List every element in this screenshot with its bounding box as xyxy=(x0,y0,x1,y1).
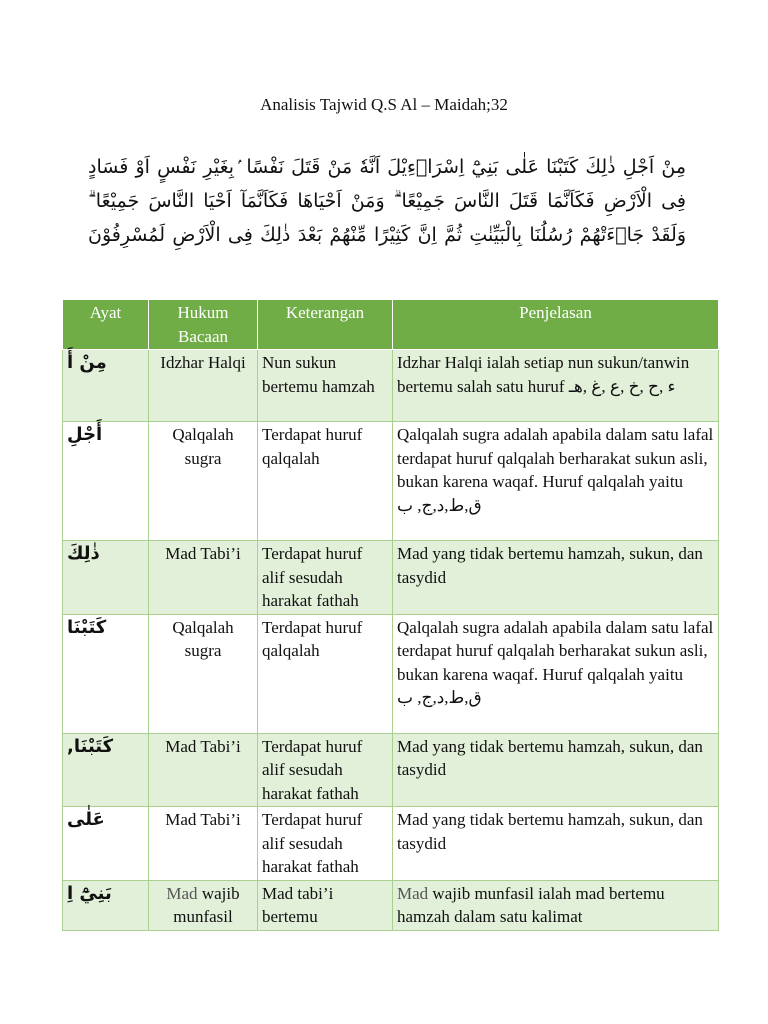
keterangan-cell: Terdapat huruf qalqalah xyxy=(258,422,393,541)
penjelasan-cell: Idzhar Halqi ialah setiap nun sukun/tanwin bertemu salah satu huruf ء ,ح ,خ ,ع ,غ ,هـ xyxy=(393,350,719,422)
hukum-cell xyxy=(149,880,258,930)
header-ayat: Ayat xyxy=(63,300,149,350)
table-header-row xyxy=(63,300,719,350)
hukum-cell: Qalqalah sugra xyxy=(149,422,258,541)
hukum-mad-word: Mad xyxy=(166,883,198,903)
table-row xyxy=(63,541,719,615)
keterangan-cell: Terdapat huruf alif sesudah harakat fathah xyxy=(258,541,393,615)
keterangan-cell: Mad tabi’i bertemu xyxy=(258,880,393,930)
verse-line: مِنْ اَجْلِ ذٰلِكَ كَتَبْنَا عَلٰى بَنِيْٓ اِسْرَاۤءِيْلَ اَنَّهٗ مَنْ قَتَلَ نَفْسًا ۢبِغَيْرِ نَفْسٍ اَوْ فَسَادٍ xyxy=(88,156,686,178)
verse-line: فِى الْاَرْضِ فَكَاَنَّمَا قَتَلَ النَّاسَ جَمِيْعًا ۗ وَمَنْ اَحْيَاهَا فَكَاَنَّمَآ اَحْيَا النَّاسَ جَمِيْعًا ۗ xyxy=(88,190,686,212)
table-row xyxy=(63,614,719,733)
keterangan-cell: Terdapat huruf alif sesudah harakat fathah xyxy=(258,807,393,881)
header-hukum-bacaan: Hukum Bacaan xyxy=(149,300,258,350)
penjelasan-cell: Mad yang tidak bertemu hamzah, sukun, dan tasydid xyxy=(393,807,719,881)
penjelasan-cell xyxy=(393,880,719,930)
table-row xyxy=(63,880,719,930)
table-row xyxy=(63,733,719,807)
ayat-cell: أَجْلِ xyxy=(63,422,149,541)
penjelasan-rest: wajib munfasil ialah mad bertemu hamzah dalam satu kalimat xyxy=(397,883,665,926)
penjelasan-cell: Mad yang tidak bertemu hamzah, sukun, dan tasydid xyxy=(393,541,719,615)
keterangan-cell: Terdapat huruf alif sesudah harakat fathah xyxy=(258,733,393,807)
verse-line: وَلَقَدْ جَاۤءَتْهُمْ رُسُلُنَا بِالْبَيِّنٰتِ ثُمَّ اِنَّ كَثِيْرًا مِّنْهُمْ بَعْدَ ذٰلِكَ فِى الْاَرْضِ لَمُسْرِفُوْنَ xyxy=(88,224,686,246)
penjelasan-cell: Qalqalah sugra adalah apabila dalam satu lafal terdapat huruf qalqalah berharakat sukun asli, bukan karena waqaf. Huruf qalqalah yaitu ق,ط,د,ج, ب xyxy=(393,614,719,733)
hukum-cell: Mad Tabi’i xyxy=(149,541,258,615)
hukum-cell: Idzhar Halqi xyxy=(149,350,258,422)
ayat-cell: ذٰلِكَ xyxy=(63,541,149,615)
header-penjelasan: Penjelasan xyxy=(393,300,719,350)
ayat-cell: كَتَبْنَا xyxy=(63,614,149,733)
table-row xyxy=(63,422,719,541)
ayat-cell: كَتَبْنَا, xyxy=(63,733,149,807)
penjelasan-cell: Qalqalah sugra adalah apabila dalam satu lafal terdapat huruf qalqalah berharakat sukun asli, bukan karena waqaf. Huruf qalqalah yaitu ق,ط,د,ج, ب xyxy=(393,422,719,541)
tajwid-table xyxy=(62,299,719,931)
ayat-cell: مِنْ أَ xyxy=(63,350,149,422)
table-row xyxy=(63,807,719,881)
keterangan-cell: Nun sukun bertemu hamzah xyxy=(258,350,393,422)
header-keterangan: Keterangan xyxy=(258,300,393,350)
keterangan-cell: Terdapat huruf qalqalah xyxy=(258,614,393,733)
hukum-cell: Qalqalah sugra xyxy=(149,614,258,733)
penjelasan-mad-word: Mad xyxy=(397,883,429,903)
ayat-cell: عَلٰى xyxy=(63,807,149,881)
penjelasan-cell: Mad yang tidak bertemu hamzah, sukun, dan tasydid xyxy=(393,733,719,807)
ayat-cell: بَنِيْٓ اِ xyxy=(63,880,149,930)
table-row xyxy=(63,350,719,422)
hukum-cell: Mad Tabi’i xyxy=(149,807,258,881)
quran-verse xyxy=(88,150,686,252)
hukum-rest: wajib munfasil xyxy=(173,883,240,926)
hukum-cell: Mad Tabi’i xyxy=(149,733,258,807)
document-title: Analisis Tajwid Q.S Al – Maidah;32 xyxy=(260,95,508,114)
